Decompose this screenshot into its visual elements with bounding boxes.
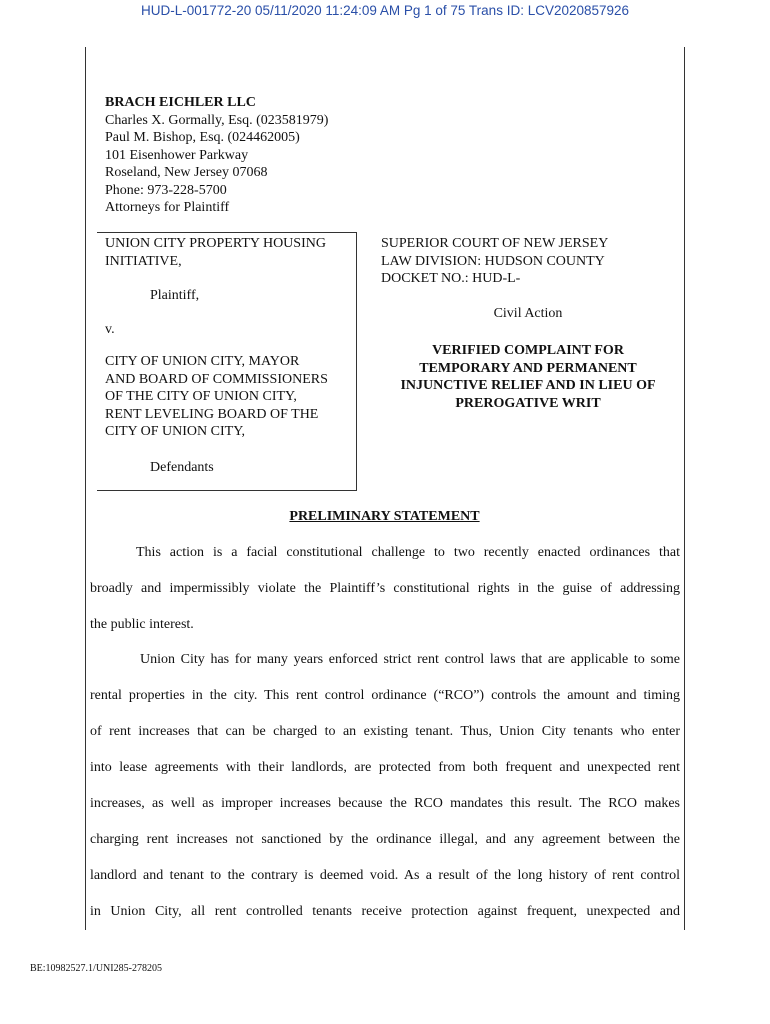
paragraph-line: Union City has for many years enforced strict rent control laws that are applicable to some [140,652,680,667]
attorney-line: Phone: 973-228-5700 [105,182,227,198]
plaintiff-name [105,235,326,270]
attorney-block [105,94,328,217]
paragraph-line: in Union City, all rent controlled tenants receive protection against frequent, unexpected and [90,904,680,919]
court-line: SUPERIOR COURT OF NEW JERSEY [381,236,609,251]
defendant-line: RENT LEVELING BOARD OF THE [105,406,319,422]
plaintiff-name-line: UNION CITY PROPERTY HOUSING [105,236,326,251]
title-line: PREROGATIVE WRIT [455,395,601,411]
section-heading: PRELIMINARY STATEMENT [289,509,480,524]
attorney-line: Roseland, New Jersey 07068 [105,165,268,180]
court-info [381,235,608,288]
paragraph-line: charging rent increases not sanctioned by the ordinance illegal, and any agreement between the [90,832,680,847]
attorney-line: Paul M. Bishop, Esq. (024462005) [105,130,300,145]
plaintiff-name-line: INITIATIVE, [105,253,182,269]
defendants-names [105,353,328,441]
title-line: INJUNCTIVE RELIEF AND IN LIEU OF [400,378,656,393]
defendant-line: CITY OF UNION CITY, MAYOR [105,354,300,369]
paragraph-line: broadly and impermissibly violate the Plaintiff’s constitutional rights in the guise of addressing [90,581,680,596]
paragraph-line: of rent increases that can be charged to an existing tenant. Thus, Union City tenants who enter [90,724,680,739]
title-line: TEMPORARY AND PERMANENT [419,360,637,376]
court-line: LAW DIVISION: HUDSON COUNTY [381,253,605,269]
paragraph-line: into lease agreements with their landlords, are protected from both frequent and unexpected rent [90,760,680,775]
title-line: VERIFIED COMPLAINT FOR [432,343,624,358]
paragraph-line: This action is a facial constitutional challenge to two recently enacted ordinances that [136,545,680,560]
attorney-line: Charles X. Gormally, Esq. (023581979) [105,112,329,128]
document-footer-id: BE:10982527.1/UNI285-278205 [30,963,162,974]
civil-action-label: Civil Action [493,306,563,321]
filing-stamp: HUD-L-001772-20 05/11/2020 11:24:09 AM Pg 1 of 75 Trans ID: LCV2020857926 [140,3,630,18]
attorney-line: 101 Eisenhower Parkway [105,147,249,163]
defendant-line: AND BOARD OF COMMISSIONERS [105,371,328,387]
defendant-line: OF THE CITY OF UNION CITY, [105,389,297,404]
firm-name: BRACH EICHLER LLC [105,95,256,110]
paragraph-line: rental properties in the city. This rent control ordinance (“RCO”) controls the amount and timing [90,688,680,703]
attorney-line: Attorneys for Plaintiff [105,200,230,215]
left-margin-rule [85,47,86,930]
versus-label: v. [105,322,115,337]
paragraph-line: the public interest. [90,617,194,632]
defendant-line: CITY OF UNION CITY, [105,424,245,439]
complaint-title [381,342,675,412]
plaintiff-role: Plaintiff, [150,288,200,303]
defendants-role: Defendants [150,460,214,475]
paragraph-line: increases, as well as improper increases because the RCO mandates this result. The RCO makes [90,796,680,811]
right-margin-rule [684,47,685,930]
paragraph-line: landlord and tenant to the contrary is deemed void. As a result of the long history of rent control [90,868,680,883]
docket-number: DOCKET NO.: HUD-L- [381,271,521,286]
